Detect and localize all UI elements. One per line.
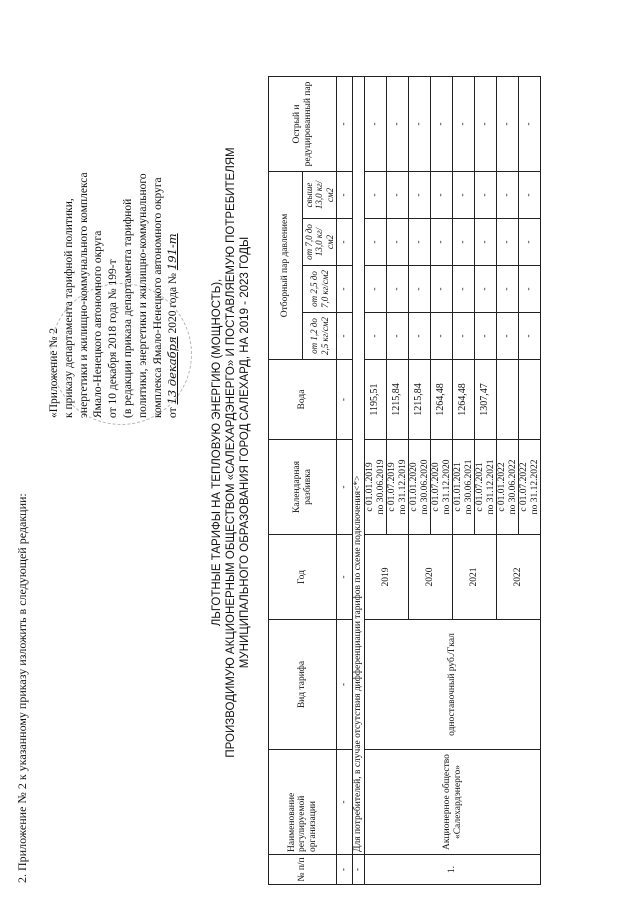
- header-steam-sub: от 1,2 до 2,5 кг/см2: [303, 313, 337, 360]
- cell: -: [337, 219, 353, 266]
- water-value: [519, 360, 541, 440]
- cell: -: [431, 266, 453, 313]
- water-value: 1215,84: [387, 360, 409, 440]
- water-value: 1264,48: [453, 360, 475, 440]
- cell: -: [365, 219, 387, 266]
- appendix-line: (в редакции приказа департамента тарифной: [121, 198, 134, 418]
- water-value: [497, 360, 519, 440]
- cell: -: [387, 219, 409, 266]
- appendix-line: Ямало-Ненецкого автономного округа: [92, 230, 105, 418]
- year-cell: 2021: [453, 535, 497, 620]
- cell: -: [497, 219, 519, 266]
- table-header-row: [269, 77, 303, 885]
- cell: -: [409, 219, 431, 266]
- cell: -: [337, 750, 353, 855]
- cell: -: [519, 172, 541, 219]
- cell: -: [387, 266, 409, 313]
- period-cell: с 01.01.2022 по 30.06.2022: [497, 440, 519, 535]
- table-note-row: [353, 77, 365, 885]
- date-prefix: от: [167, 407, 180, 418]
- cell: -: [387, 77, 409, 172]
- header-steam-sub: от 2,5 до 7,0 кг/см2: [303, 266, 337, 313]
- cell: -: [431, 77, 453, 172]
- header-num: № п/п: [269, 855, 337, 885]
- water-value: 1195,51: [365, 360, 387, 440]
- cell: -: [387, 172, 409, 219]
- cell: -: [337, 535, 353, 620]
- cell: -: [365, 266, 387, 313]
- cell: -: [337, 855, 353, 885]
- cell: -: [453, 266, 475, 313]
- cell: -: [353, 855, 365, 885]
- cell: -: [337, 172, 353, 219]
- tariff-table: [268, 76, 541, 885]
- cell: -: [337, 620, 353, 750]
- water-value: 1215,84: [409, 360, 431, 440]
- cell: -: [475, 313, 497, 360]
- cell: -: [519, 313, 541, 360]
- cell: -: [475, 172, 497, 219]
- date-mid: 2020 года №: [167, 272, 180, 334]
- handwritten-number: 191-т: [165, 233, 180, 271]
- appendix-line: «Приложение № 2: [48, 328, 60, 418]
- cell: -: [453, 77, 475, 172]
- cell: -: [497, 172, 519, 219]
- header-year: Год: [269, 535, 337, 620]
- cell: -: [475, 219, 497, 266]
- cell: -: [431, 219, 453, 266]
- header-steam: Отборный пар давлением: [269, 172, 303, 360]
- header-org: Наименование регулируемой организации: [269, 750, 337, 855]
- cell: -: [519, 219, 541, 266]
- year-cell: 2020: [409, 535, 453, 620]
- appendix-header: [47, 88, 181, 418]
- cell: -: [453, 172, 475, 219]
- header-steam-sub: свыше 13,0 кг/см2: [303, 172, 337, 219]
- cell: -: [365, 313, 387, 360]
- period-cell: с 01.07.2020 по 31.12.2020: [431, 440, 453, 535]
- cell: -: [497, 313, 519, 360]
- appendix-date-line: [165, 88, 181, 418]
- tariff-kind: одноставочный руб./Гкал: [365, 620, 541, 750]
- cell: -: [365, 172, 387, 219]
- cell: -: [365, 77, 387, 172]
- period-cell: с 01.07.2019 по 31.12.2019: [387, 440, 409, 535]
- table-dash-row: [337, 77, 353, 885]
- amendment-item: 2. Приложение № 2 к указанному приказу изложить в следующей редакции:: [15, 493, 29, 883]
- appendix-line: энергетики и жилищно-коммунального комплекса: [77, 172, 90, 418]
- cell: -: [475, 266, 497, 313]
- title-line: МУНИЦИПАЛЬНОГО ОБРАЗОВАНИЯ ГОРОД САЛЕХАРД, НА 2019 - 2023 ГОДЫ: [239, 236, 251, 669]
- cell: -: [431, 172, 453, 219]
- cell: -: [337, 440, 353, 535]
- appendix-line: политики, энергетики и жилищно-коммунального: [136, 173, 149, 418]
- header-hot-steam: Острый и редуцированный пар: [269, 77, 337, 172]
- document-title: [210, 0, 252, 905]
- cell: -: [453, 219, 475, 266]
- header-kind: Вид тарифа: [269, 620, 337, 750]
- cell: -: [387, 313, 409, 360]
- year-cell: 2022: [497, 535, 541, 620]
- header-period: Календарная разбивка: [269, 440, 337, 535]
- cell: -: [337, 313, 353, 360]
- header-steam-sub: от 7,0 до 13,0 кг/см2: [303, 219, 337, 266]
- cell: -: [337, 360, 353, 440]
- cell: -: [431, 313, 453, 360]
- period-cell: с 01.01.2020 по 30.06.2020: [409, 440, 431, 535]
- cell: -: [409, 313, 431, 360]
- year-cell: 2019: [365, 535, 409, 620]
- cell: -: [519, 77, 541, 172]
- period-cell: с 01.07.2021 по 31.12.2021: [475, 440, 497, 535]
- period-cell: с 01.07.2022 по 31.12.2022: [519, 440, 541, 535]
- cell: -: [475, 77, 497, 172]
- cell: -: [497, 77, 519, 172]
- cell: -: [409, 266, 431, 313]
- cell: -: [337, 77, 353, 172]
- title-line: ПРОИЗВОДИМУЮ АКЦИОНЕРНЫМ ОБЩЕСТВОМ «САЛЕХАРДЭНЕРГО» И ПОСТАВЛЯЕМУЮ ПОТРЕБИТЕЛЯМ: [225, 147, 237, 758]
- period-cell: с 01.01.2019 по 30.06.2019: [365, 440, 387, 535]
- water-value: 1264,48: [431, 360, 453, 440]
- table-row: [365, 77, 387, 885]
- cell: -: [337, 266, 353, 313]
- appendix-line: к приказу департамента тарифной политики,: [62, 198, 75, 418]
- org-name: Акционерное общество «Салехардэнерго»: [365, 750, 541, 855]
- cell: -: [409, 77, 431, 172]
- period-cell: с 01.01.2021 по 30.06.2021: [453, 440, 475, 535]
- cell: -: [497, 266, 519, 313]
- water-value: 1307,47: [475, 360, 497, 440]
- row-number: 1.: [365, 855, 541, 885]
- cell: -: [453, 313, 475, 360]
- header-water: Вода: [269, 360, 337, 440]
- differentiation-note: Для потребителей, в случае отсутствия дифференциации тарифов по схеме подключения<*>: [353, 77, 365, 855]
- cell: -: [519, 266, 541, 313]
- cell: -: [409, 172, 431, 219]
- handwritten-date: 13 декабря: [165, 336, 180, 405]
- appendix-line: комплекса Ямало-Ненецкого автономного округа: [151, 177, 164, 418]
- title-line: ЛЬГОТНЫЕ ТАРИФЫ НА ТЕПЛОВУЮ ЭНЕРГИЮ (МОЩНОСТЬ),: [211, 278, 223, 627]
- appendix-line: от 10 декабря 2018 года № 199-т: [107, 259, 120, 418]
